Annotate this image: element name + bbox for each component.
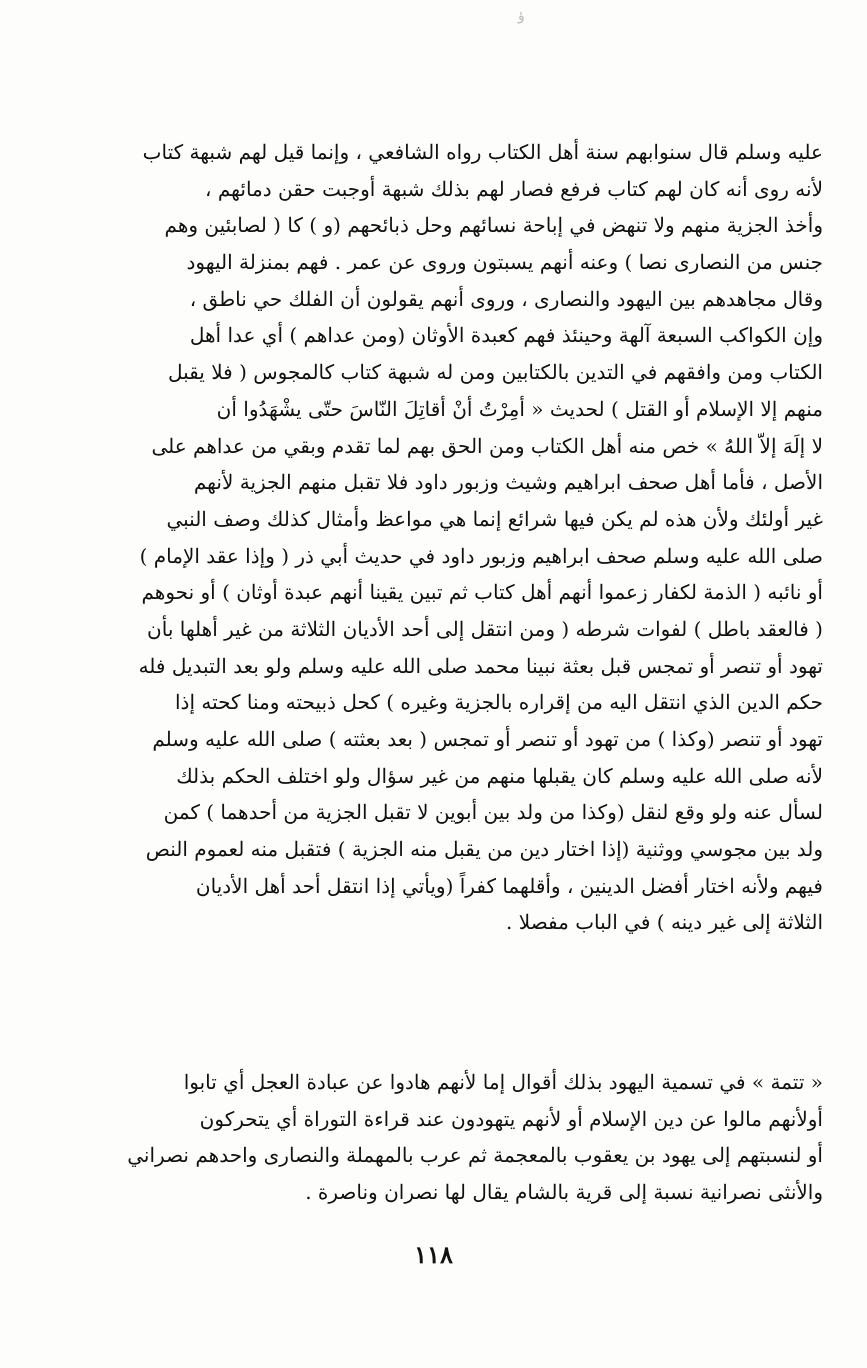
text-line: ( فالعقد باطل ) لفوات شرطه ( ومن انتقل إلى أحد الأديان الثلاثة من غير أهلها بأن (147, 616, 823, 641)
text-line: وقال مجاهدهم بين اليهود والنصارى ، وروى أنهم يقولون أن الفلك حي ناطق ، (189, 286, 823, 311)
text-line: وأخذ الجزية منهم ولا تنهض في إباحة نسائهم وحل ذبائحهم (و ) كا ( لصابئين وهم (164, 213, 823, 238)
text-line: ولد بين مجوسي ووثنية (إذا اختار دين من يقبل منه الجزية ) فتقبل منه لعموم النص (145, 837, 823, 862)
note-line: « تتمة » في تسمية اليهود بذلك أقوال إما لأنهم هادوا عن عبادة العجل أي تابوا (183, 1070, 823, 1094)
text-line: الأصل ، فأما أهل صحف ابراهيم وشيث وزبور داود فلا تقبل منهم الجزية لأنهم (193, 470, 823, 495)
text-line: الثلاثة إلى غير دينه ) في الباب مفصلا . (506, 910, 823, 935)
text-line: لأنه روى أنه كان لهم كتاب فرفع فصار لهم بذلك شبهة أوجبت حقن دمائهم ، (205, 176, 823, 201)
text-line: منهم إلا الإسلام أو القتل ) لحديث « أمِرْتُ أنْ أقاتِلَ النّاسَ حتّى يشْهَدُوا أن (216, 396, 823, 421)
text-line: فيهم ولأنه اختار أفضل الدينين ، وأقلهما كفراً (ويأتي إذا انتقل أحد أهل الأديان (195, 873, 823, 898)
text-line: وإن الكواكب السبعة آلهة وحينئذ فهم كعبدة الأوثان (ومن عداهم ) أي عدا أهل (189, 323, 823, 348)
text-line: أو نائبه ( الذمة لكفار زعموا أنهم أهل كتاب ثم تبين يقينا أنهم عبدة أوثان ) أو نحوهم (141, 580, 823, 605)
text-line: صلى الله عليه وسلم صحف ابراهيم وزبور داود في حديث أبي ذر ( وإذا عقد الإمام ) (139, 543, 823, 568)
note-line: أو لنسبتهم إلى يهود بن يعقوب بالمعجمة ثم عرب بالمهملة والنصارى واحدهم نصراني (127, 1143, 823, 1168)
text-line: تهود أو تنصر أو تمجس قبل بعثة نبينا محمد صلى الله عليه وسلم ولو بعد التبديل فله (138, 653, 823, 678)
text-line: تهود أو تنصر (وكذا ) من تهود أو تنصر أو تمجس ( بعد بعثته ) صلى الله عليه وسلم (152, 727, 823, 751)
note-line: والأنثى نصرانية نسبة إلى قرية بالشام يقال لها نصران وناصرة . (305, 1180, 823, 1205)
text-line: عليه وسلم قال سنوابهم سنة أهل الكتاب رواه الشافعي ، وإنما قيل لهم شبهة كتاب (142, 140, 823, 164)
main-text-block (44, 134, 823, 941)
text-line: الكتاب ومن وافقهم في التدين بالكتابين ومن له شبهة كتاب كالمجوس ( فلا يقبل (168, 360, 823, 385)
note-text-block (44, 1064, 823, 1211)
text-line: جنس من النصارى نصا ) وعنه أنهم يسبتون وروى عن عمر . فهم بمنزلة اليهود (186, 250, 823, 275)
page-number: ١١٨ (414, 1240, 453, 1269)
text-line: حكم الدين الذي انتقل اليه من إقراره بالجزية وغيره ) كحل ذبيحته ومنا كحته إذا (175, 690, 823, 715)
note-line: أولأنهم مالوا عن دين الإسلام أو لأنهم يتهودون عند قراءة التوراة أي يتحركون (199, 1106, 823, 1131)
text-line: غير أولئك ولأن هذه لم يكن فيها شرائع إنما هي مواعظ وأمثال كذلك وصف النبي (166, 506, 823, 531)
corner-mark: ؤ (518, 8, 525, 24)
text-line: لسأل عنه ولو وقع لنقل (وكذا من ولد بين أبوين لا تقبل الجزية من أحدهما ) كمن (163, 800, 823, 825)
text-line: لا إلَهَ إلاّ اللهُ » خص منه أهل الكتاب ومن الحق بهم لما تقدم وبقي من عداهم على (151, 433, 823, 458)
text-line: لأنه صلى الله عليه وسلم كان يقبلها منهم من غير سؤال ولو اختلف الحكم بذلك (176, 763, 823, 788)
